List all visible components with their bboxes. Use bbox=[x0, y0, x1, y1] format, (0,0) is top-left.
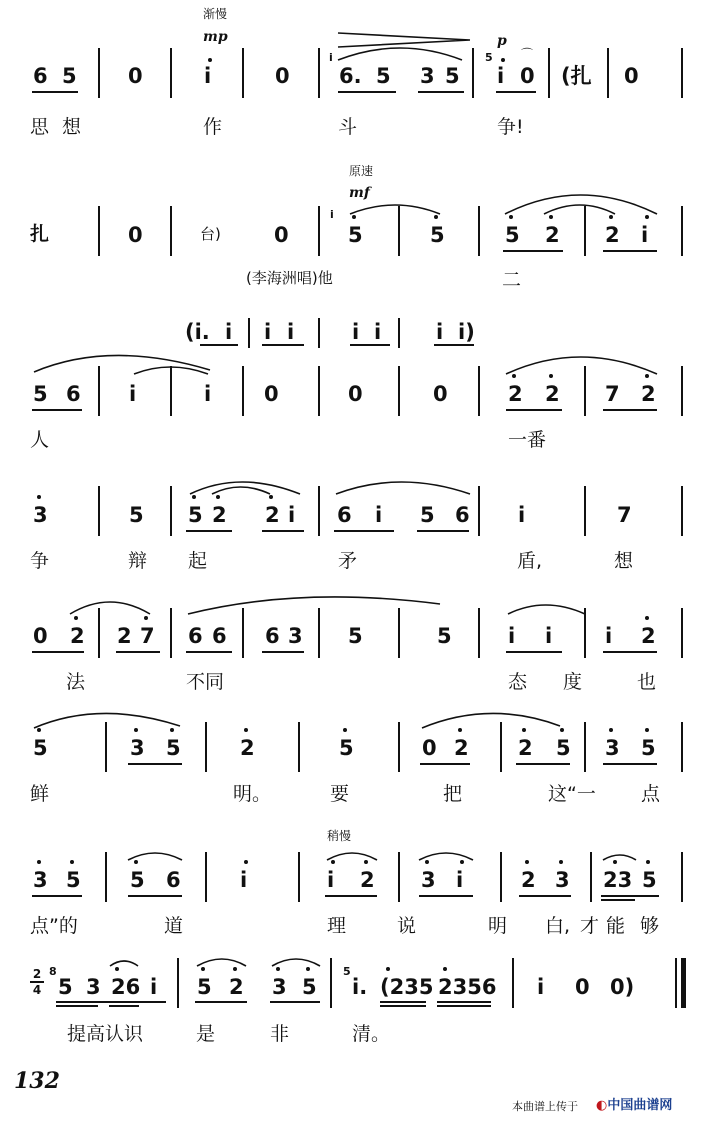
note: i bbox=[545, 624, 553, 648]
lyric: 鲜 bbox=[30, 783, 50, 805]
lyric: 道 bbox=[164, 915, 184, 937]
dynamic-p: p bbox=[497, 33, 507, 49]
note: i bbox=[240, 868, 248, 892]
slur bbox=[603, 855, 636, 860]
note: (扎 bbox=[561, 64, 592, 88]
note: 6 bbox=[455, 503, 470, 527]
note: 2 bbox=[521, 868, 536, 892]
note: 23 bbox=[603, 868, 633, 892]
lyric: 把 bbox=[443, 783, 463, 805]
note: i bbox=[150, 975, 158, 999]
note: 2 bbox=[641, 624, 656, 648]
note: i bbox=[204, 382, 212, 406]
lyric: 争! bbox=[497, 116, 524, 138]
note: i bbox=[327, 868, 335, 892]
lyric: 争 bbox=[30, 550, 50, 572]
lyric: 一番 bbox=[508, 429, 547, 451]
note: 0 bbox=[433, 382, 448, 406]
tempo-mark-jianman: 渐慢 bbox=[203, 7, 228, 21]
lyric: 起 bbox=[188, 550, 208, 572]
note: 5 bbox=[66, 868, 81, 892]
note: 2 bbox=[545, 223, 560, 247]
note: 3 bbox=[86, 975, 101, 999]
grace-note: i bbox=[330, 208, 334, 221]
slur bbox=[327, 853, 377, 860]
slur bbox=[128, 853, 182, 860]
slur bbox=[422, 713, 560, 728]
slur bbox=[508, 605, 585, 614]
slur bbox=[34, 713, 180, 728]
grace-note: 5 bbox=[343, 965, 351, 978]
note: i. bbox=[352, 975, 368, 999]
note: i bbox=[518, 503, 526, 527]
slur bbox=[350, 205, 440, 214]
note: 5 bbox=[420, 503, 435, 527]
lyric: 想 bbox=[62, 116, 82, 138]
lyric: 是 bbox=[196, 1023, 216, 1045]
note: 2 bbox=[454, 736, 469, 760]
note: 2 bbox=[70, 624, 85, 648]
note: 0) bbox=[610, 975, 635, 999]
note: 6 bbox=[212, 624, 227, 648]
note: 5 bbox=[339, 736, 354, 760]
lyric: 度 bbox=[563, 671, 583, 693]
note: 2 bbox=[508, 382, 523, 406]
slur bbox=[338, 48, 462, 60]
note: 5 bbox=[642, 868, 657, 892]
note: 5 bbox=[33, 736, 48, 760]
time-signature-bottom: 4 bbox=[32, 982, 42, 997]
note: 3 bbox=[605, 736, 620, 760]
lyric: 不同 bbox=[186, 671, 225, 693]
note: 6. bbox=[339, 64, 362, 88]
lyric: 人 bbox=[30, 429, 50, 451]
note: i bbox=[508, 624, 516, 648]
lyric: 白, bbox=[545, 915, 571, 937]
note: 5 bbox=[188, 503, 203, 527]
note: 0 bbox=[520, 64, 535, 88]
lyric: 矛 bbox=[338, 550, 358, 572]
note: (i. bbox=[185, 320, 210, 344]
tempo-mark-shaoman: 稍慢 bbox=[327, 829, 352, 843]
slur bbox=[272, 959, 320, 966]
note: 0 bbox=[275, 64, 290, 88]
lyric: 点 bbox=[641, 783, 661, 805]
note: 7 bbox=[617, 503, 632, 527]
note: 2 bbox=[117, 624, 132, 648]
lyric: 辩 bbox=[128, 550, 148, 572]
note: 0 bbox=[128, 64, 143, 88]
slur bbox=[544, 205, 615, 214]
slur bbox=[419, 853, 473, 860]
grace-note: i bbox=[329, 51, 333, 64]
note: 5 bbox=[437, 624, 452, 648]
note: 5 bbox=[505, 223, 520, 247]
lyric: 够 bbox=[640, 915, 660, 937]
note: 6 bbox=[33, 64, 48, 88]
site-logo-icon: ◐ bbox=[596, 1098, 608, 1113]
page-number: 132 bbox=[14, 1068, 60, 1094]
lyric: (李海洲唱)他 bbox=[246, 269, 333, 287]
note: 2356 bbox=[438, 975, 497, 999]
lyric: 这“一 bbox=[548, 783, 596, 805]
lyric: 二 bbox=[502, 269, 522, 291]
grace-note: 8 bbox=[49, 965, 57, 978]
note-text: 扎 bbox=[30, 223, 50, 245]
note: 0 bbox=[575, 975, 590, 999]
note: 2 bbox=[605, 223, 620, 247]
note: 0 bbox=[264, 382, 279, 406]
lyric: 非 bbox=[270, 1023, 290, 1045]
note: 6 bbox=[166, 868, 181, 892]
note: 3 bbox=[130, 736, 145, 760]
lyric: 法 bbox=[66, 671, 86, 693]
slur bbox=[197, 959, 246, 966]
note: 3 bbox=[288, 624, 303, 648]
note: 5 bbox=[430, 223, 445, 247]
note: 3 bbox=[33, 868, 48, 892]
tempo-mark-yuansu: 原速 bbox=[349, 164, 374, 178]
lyric: 态 bbox=[508, 671, 528, 693]
note: 5 bbox=[348, 624, 363, 648]
lyric: 作 bbox=[203, 116, 223, 138]
note: 7 bbox=[140, 624, 155, 648]
lyric: 清。 bbox=[352, 1023, 391, 1045]
note: i bbox=[288, 503, 296, 527]
note: 3 bbox=[272, 975, 287, 999]
note: 2 bbox=[641, 382, 656, 406]
note: 0 bbox=[422, 736, 437, 760]
slur bbox=[188, 597, 440, 614]
note: 6 bbox=[265, 624, 280, 648]
note: 6 bbox=[66, 382, 81, 406]
note: 5 bbox=[348, 223, 363, 247]
note: i bbox=[375, 503, 383, 527]
note-text: 台) bbox=[200, 225, 221, 243]
note: i bbox=[456, 868, 464, 892]
note: 7 bbox=[605, 382, 620, 406]
upload-credit: 本曲谱上传于 bbox=[512, 1100, 578, 1113]
note: i bbox=[374, 320, 382, 344]
grace-note: 5 bbox=[485, 51, 493, 64]
note: (235 bbox=[380, 975, 434, 999]
lyric: 明 bbox=[488, 915, 508, 937]
note: 3 bbox=[555, 868, 570, 892]
slur bbox=[134, 367, 208, 374]
note: 6 bbox=[337, 503, 352, 527]
note: 0 bbox=[33, 624, 48, 648]
note: i bbox=[287, 320, 295, 344]
lyric: 斗 bbox=[338, 116, 358, 138]
note: 3 bbox=[33, 503, 48, 527]
note: 5 bbox=[302, 975, 317, 999]
note: i bbox=[436, 320, 444, 344]
dynamic-mp: mp bbox=[203, 29, 228, 45]
note: 3 bbox=[420, 64, 435, 88]
slur bbox=[506, 357, 657, 374]
dynamic-mf: mf bbox=[349, 185, 370, 201]
note: 5 bbox=[641, 736, 656, 760]
note: 5 bbox=[445, 64, 460, 88]
note: 5 bbox=[62, 64, 77, 88]
note: 0 bbox=[348, 382, 363, 406]
note: 2 bbox=[265, 503, 280, 527]
note: 5 bbox=[33, 382, 48, 406]
time-signature-top: 2 bbox=[32, 967, 42, 981]
lyric: 点”的 bbox=[30, 915, 78, 937]
slur bbox=[336, 482, 470, 494]
fermata-icon: ⌒ bbox=[521, 47, 534, 61]
lyric: 理 bbox=[327, 915, 347, 937]
lyric: 提高认识 bbox=[67, 1023, 144, 1045]
note: 5 bbox=[129, 503, 144, 527]
lyric: 思 bbox=[30, 116, 50, 138]
lyric: 也 bbox=[637, 671, 657, 693]
note: i bbox=[352, 320, 360, 344]
note: 5 bbox=[376, 64, 391, 88]
slur bbox=[190, 482, 300, 494]
slur bbox=[212, 487, 270, 494]
note: 5 bbox=[58, 975, 73, 999]
note: i bbox=[129, 382, 137, 406]
note: i bbox=[605, 624, 613, 648]
note: i bbox=[204, 64, 212, 88]
slur bbox=[110, 961, 138, 966]
note: i bbox=[497, 64, 505, 88]
lyric: 才 bbox=[580, 915, 600, 937]
note: 5 bbox=[130, 868, 145, 892]
lyric: 说 bbox=[397, 915, 417, 937]
note: 3 bbox=[421, 868, 436, 892]
note: 2 bbox=[229, 975, 244, 999]
note: 0 bbox=[274, 223, 289, 247]
note: 2 bbox=[212, 503, 227, 527]
decrescendo-hairpin bbox=[338, 33, 470, 47]
note: 5 bbox=[197, 975, 212, 999]
lyric: 明。 bbox=[233, 783, 272, 805]
note: 0 bbox=[128, 223, 143, 247]
note: 5 bbox=[166, 736, 181, 760]
note: 2 bbox=[518, 736, 533, 760]
note: 2 bbox=[360, 868, 375, 892]
lyric: 能 bbox=[606, 915, 626, 937]
lyric: 想 bbox=[614, 550, 634, 572]
note: 2 bbox=[545, 382, 560, 406]
slur bbox=[34, 355, 210, 372]
note: i bbox=[641, 223, 649, 247]
note: i bbox=[225, 320, 233, 344]
slur bbox=[70, 602, 150, 614]
note: 5 bbox=[556, 736, 571, 760]
note: 0 bbox=[624, 64, 639, 88]
note: i bbox=[264, 320, 272, 344]
note: i bbox=[537, 975, 545, 999]
note: 6 bbox=[188, 624, 203, 648]
note: i) bbox=[458, 320, 475, 344]
note: 26 bbox=[111, 975, 141, 999]
lyric: 要 bbox=[330, 783, 350, 805]
note: 2 bbox=[240, 736, 255, 760]
site-logo[interactable]: ◐中国曲谱网 bbox=[596, 1098, 673, 1113]
lyric: 盾, bbox=[517, 550, 543, 572]
